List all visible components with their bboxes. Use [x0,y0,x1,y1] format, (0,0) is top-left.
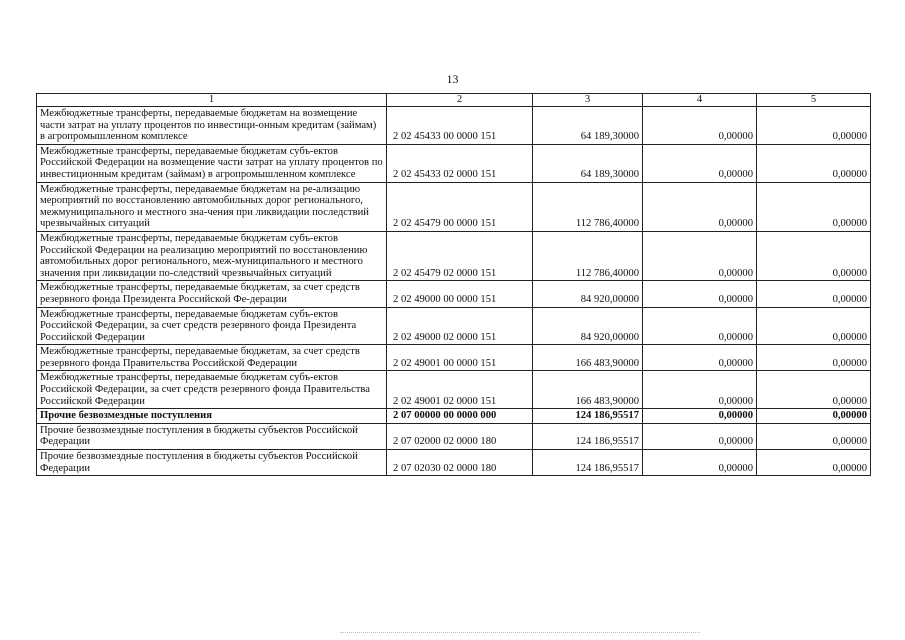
budget-table [36,93,871,476]
page-number: 13 [446,72,459,86]
row-value-col3: 84 920,00000 [533,281,643,307]
row-value-col3: 84 920,00000 [533,307,643,345]
row-value-col4: 0,00000 [643,144,757,182]
row-code-cell: 2 02 45433 02 0000 151 [387,144,533,182]
row-value-col5: 0,00000 [757,281,871,307]
table-row [37,371,871,409]
row-code-cell: 2 07 02000 02 0000 180 [387,423,533,449]
row-name-cell: Прочие безвозмездные поступления в бюджеты субъектов Российской Федерации [37,423,387,449]
row-value-col3: 124 186,95517 [533,423,643,449]
table-row [37,423,871,449]
table-row [37,281,871,307]
row-value-col3: 124 186,95517 [533,450,643,476]
row-value-col5: 0,00000 [757,182,871,231]
row-value-col5: 0,00000 [757,371,871,409]
row-value-col3: 166 483,90000 [533,371,643,409]
table-header-row [37,94,871,107]
row-code-cell: 2 02 45479 00 0000 151 [387,182,533,231]
row-code-cell: 2 02 49000 00 0000 151 [387,281,533,307]
column-header: 2 [387,94,533,107]
row-value-col5: 0,00000 [757,144,871,182]
row-name-cell: Межбюджетные трансферты, передаваемые бюджетам, за счет средств резервного фонда Президента Российской Фе-дерации [37,281,387,307]
row-value-col3: 124 186,95517 [533,409,643,424]
row-code-cell: 2 07 00000 00 0000 000 [387,409,533,424]
row-value-col4: 0,00000 [643,182,757,231]
row-name-cell: Межбюджетные трансферты, передаваемые бюджетам субъ-ектов Российской Федерации на возмещение части затрат на уплату процентов по инвестиционным кредитам (займам) в агропромышленном комплексе [37,144,387,182]
row-value-col5: 0,00000 [757,450,871,476]
row-code-cell: 2 07 02030 02 0000 180 [387,450,533,476]
row-value-col4: 0,00000 [643,423,757,449]
row-value-col4: 0,00000 [643,409,757,424]
table-row [37,450,871,476]
row-value-col4: 0,00000 [643,107,757,145]
row-code-cell: 2 02 49001 00 0000 151 [387,345,533,371]
row-value-col4: 0,00000 [643,281,757,307]
row-value-col5: 0,00000 [757,231,871,280]
row-value-col5: 0,00000 [757,423,871,449]
row-code-cell: 2 02 45433 00 0000 151 [387,107,533,145]
row-code-cell: 2 02 49001 02 0000 151 [387,371,533,409]
row-value-col4: 0,00000 [643,450,757,476]
row-value-col5: 0,00000 [757,307,871,345]
table-row [37,107,871,145]
row-name-cell: Межбюджетные трансферты, передаваемые бюджетам на возмещение части затрат на уплату процентов по инвестици-онным кредитам (займам) в агропромышленном комплексе [37,107,387,145]
table-row [37,409,871,424]
row-name-cell: Межбюджетные трансферты, передаваемые бюджетам субъ-ектов Российской Федерации, за счет средств резервного фонда Президента Российской Федерации [37,307,387,345]
column-header: 5 [757,94,871,107]
row-value-col3: 112 786,40000 [533,231,643,280]
row-value-col5: 0,00000 [757,409,871,424]
row-name-cell: Межбюджетные трансферты, передаваемые бюджетам на ре-ализацию мероприятий по восстановлению автомобильных дорог регионального, межмуниципального и местного зна-чения при ликвидации последствий чрезвычайных ситуаций [37,182,387,231]
table-row [37,231,871,280]
column-header: 1 [37,94,387,107]
row-code-cell: 2 02 45479 02 0000 151 [387,231,533,280]
row-value-col4: 0,00000 [643,345,757,371]
row-value-col5: 0,00000 [757,107,871,145]
row-value-col3: 64 189,30000 [533,107,643,145]
row-name-cell: Межбюджетные трансферты, передаваемые бюджетам, за счет средств резервного фонда Правительства Российской Федерации [37,345,387,371]
column-header: 3 [533,94,643,107]
table-row [37,144,871,182]
table-row [37,307,871,345]
table-row [37,182,871,231]
scan-artifact [340,632,700,634]
row-value-col4: 0,00000 [643,371,757,409]
table-row [37,345,871,371]
row-value-col5: 0,00000 [757,345,871,371]
row-value-col3: 64 189,30000 [533,144,643,182]
row-code-cell: 2 02 49000 02 0000 151 [387,307,533,345]
row-name-cell: Межбюджетные трансферты, передаваемые бюджетам субъ-ектов Российской Федерации, за счет средств резервного фонда Правительства Российской Федерации [37,371,387,409]
row-value-col4: 0,00000 [643,307,757,345]
row-value-col3: 166 483,90000 [533,345,643,371]
row-value-col4: 0,00000 [643,231,757,280]
row-name-cell: Прочие безвозмездные поступления в бюджеты субъектов Российской Федерации [37,450,387,476]
row-name-cell: Прочие безвозмездные поступления [37,409,387,424]
row-value-col3: 112 786,40000 [533,182,643,231]
column-header: 4 [643,94,757,107]
row-name-cell: Межбюджетные трансферты, передаваемые бюджетам субъ-ектов Российской Федерации на реализацию мероприятий по восстановлению автомобильных дорог регионального, меж-муниципального и местного значения при ликвидации по-следствий чрезвычайных ситуаций [37,231,387,280]
